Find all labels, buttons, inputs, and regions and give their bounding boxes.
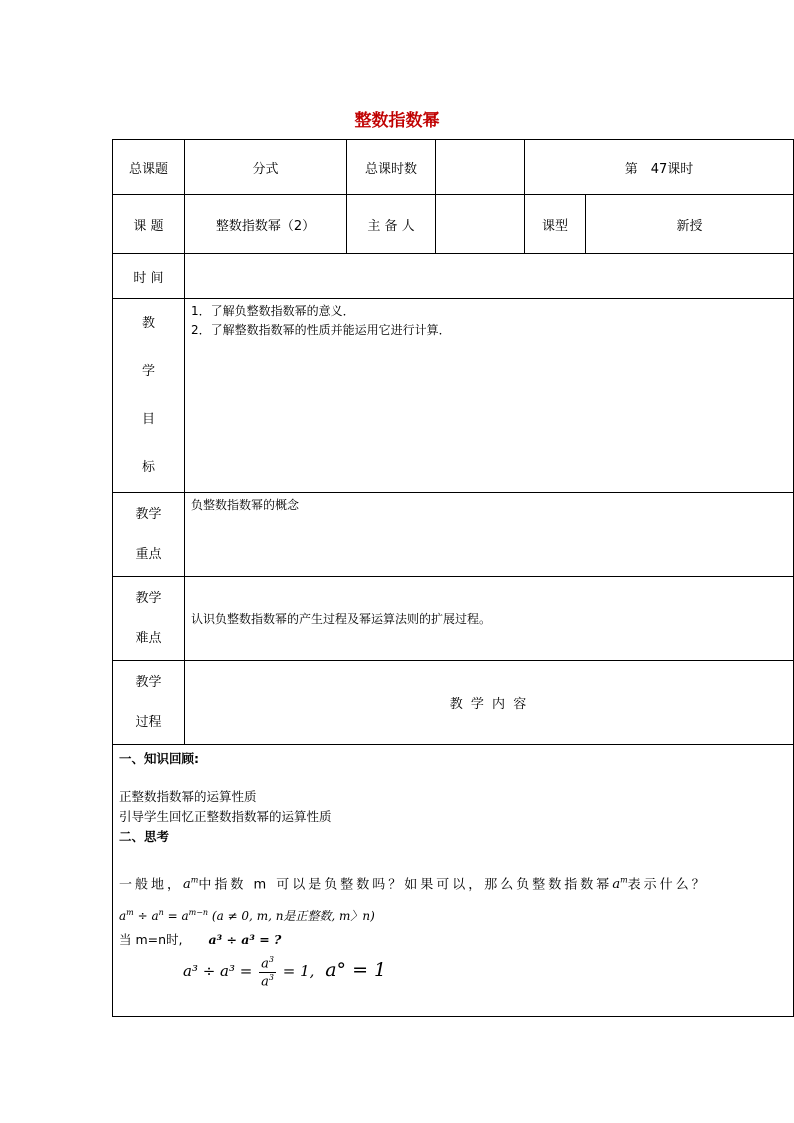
section-heading-think: 二、思考 [119, 829, 170, 844]
lesson-type-label: 课型 [525, 195, 586, 254]
result-line [183, 956, 787, 988]
teaching-content [113, 745, 794, 1017]
preparer-value [436, 195, 525, 254]
a-power-m: $a^m$ [183, 876, 199, 893]
difficulties-label-line: 教学 [135, 590, 162, 606]
result-equals-one: = 1, [282, 962, 315, 981]
difficulties-content: 认识负整数指数幂的产生过程及幂运算法则的扩展过程。 [185, 577, 794, 661]
lesson-topic-value: 整数指数幂（2） [185, 195, 347, 254]
key-points-content: 负整数指数幂的概念 [185, 493, 794, 577]
objectives-label-char: 标 [141, 459, 155, 475]
topic-label: 总课题 [113, 140, 185, 195]
objectives-label-char: 目 [141, 411, 155, 427]
total-hours-value [436, 140, 525, 195]
lesson-type-value: 新授 [586, 195, 794, 254]
a-power-m: $a^m$ [612, 876, 628, 893]
objective-item: 1．了解负整数指数幂的意义． [191, 304, 355, 318]
lesson-topic-label: 课 题 [113, 195, 185, 254]
key-points-label-line: 教学 [135, 506, 162, 522]
process-label-line: 教学 [135, 674, 162, 690]
preparer-label: 主 备 人 [347, 195, 436, 254]
question-part: 表示什么？ [627, 877, 708, 893]
result-lhs: a³ ÷ a³ = [183, 962, 253, 981]
fraction: $\frac{a^3}{a^3}$ [261, 955, 274, 989]
question-part: 一般地， [119, 877, 184, 893]
process-label [113, 661, 185, 745]
objective-item: 2．了解整数指数幂的性质并能运用它进行计算． [191, 322, 451, 337]
key-points-label [113, 493, 185, 577]
objectives-label-char: 学 [141, 363, 155, 379]
objectives-label-char: 教 [141, 315, 155, 331]
key-points-label-line: 重点 [135, 546, 162, 562]
time-value [185, 254, 794, 299]
time-label: 时 间 [113, 254, 185, 299]
question-line [119, 871, 787, 895]
divide-sign: ÷ [137, 909, 148, 924]
zero-exponent-rule: a° = 1 [325, 959, 387, 982]
exponent-rule: $a^m \div a^n = a^{m-n}$ (a ≠ 0, m, n是正整数, m〉n) [119, 908, 375, 924]
review-line-2: 引导学生回忆正整数指数幂的运算性质 [119, 809, 332, 824]
process-header: 教 学 内 容 [185, 661, 794, 745]
case-prefix: 当 m=n时, [119, 932, 183, 948]
case-line [119, 930, 787, 950]
lesson-number: 第 47课时 [525, 140, 794, 195]
objectives-label [113, 299, 185, 493]
case-expression: a³ ÷ a³ = ? [208, 932, 282, 948]
section-heading-review: 一、知识回顾: [119, 751, 199, 766]
rule-condition: (a ≠ 0, m, n是正整数, m〉n) [211, 909, 375, 924]
page-title: 整数指数幂 [354, 111, 440, 131]
lesson-plan-table [112, 139, 793, 1016]
topic-value: 分式 [185, 140, 347, 195]
review-line-1: 正整数指数幂的运算性质 [119, 789, 257, 804]
question-part: 中指数 m 可以是负整数吗？如果可以，那么负整数指数幂 [198, 877, 613, 893]
difficulties-label [113, 577, 185, 661]
difficulties-label-line: 难点 [135, 630, 162, 646]
process-label-line: 过程 [135, 714, 162, 730]
total-hours-label: 总课时数 [347, 140, 436, 195]
objectives-content [185, 299, 794, 493]
